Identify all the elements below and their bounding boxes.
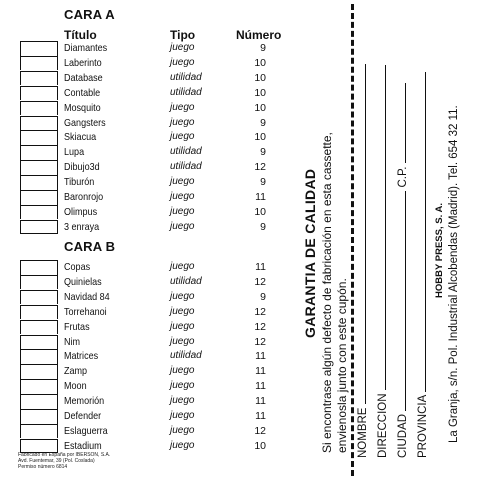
program-type: juego	[170, 395, 195, 407]
program-row	[0, 56, 300, 71]
program-type: juego	[170, 305, 195, 317]
checkbox-square[interactable]	[20, 424, 58, 439]
checkbox-square[interactable]	[20, 349, 58, 364]
program-type: juego	[170, 191, 195, 202]
program-number: 12	[254, 161, 266, 174]
program-row	[0, 379, 300, 394]
fine-print-line: Fabricado en España por IBERSON, S.A.	[18, 452, 111, 458]
fine-print-line: Avd. Fuentemar, 39 (Pol. Coslada)	[18, 458, 95, 464]
checkbox-square[interactable]	[20, 130, 58, 145]
checkbox-square[interactable]	[20, 71, 58, 86]
program-row	[0, 335, 300, 350]
program-number: 12	[254, 305, 266, 318]
program-row	[0, 86, 300, 101]
program-title: Torrehanoi	[64, 305, 107, 318]
program-row	[0, 394, 300, 409]
program-title: Skiacua	[64, 131, 97, 144]
program-title: Olimpus	[64, 205, 98, 218]
checkbox-square[interactable]	[20, 275, 58, 290]
warranty-coupon	[300, 6, 480, 478]
program-number: 10	[254, 101, 266, 114]
program-row	[0, 275, 300, 290]
program-title: Lupa	[64, 146, 85, 159]
program-number: 10	[254, 56, 266, 69]
program-type: juego	[170, 220, 195, 232]
program-number: 11	[255, 410, 266, 422]
program-type: juego	[170, 424, 195, 436]
checkbox-square[interactable]	[20, 160, 58, 175]
program-title: Defender	[64, 410, 102, 422]
program-number: 9	[260, 176, 266, 189]
address-field-label: DIRECCION	[377, 393, 389, 458]
program-title: Gangsters	[64, 116, 106, 129]
checkbox-square[interactable]	[20, 305, 58, 320]
address-field[interactable]	[376, 65, 390, 458]
program-row	[0, 205, 300, 220]
program-row	[0, 364, 300, 379]
checkbox-square[interactable]	[20, 260, 58, 275]
program-title: Database	[64, 71, 103, 84]
checkbox-square[interactable]	[20, 175, 58, 190]
program-type: utilidad	[170, 86, 202, 98]
checkbox-square[interactable]	[20, 86, 58, 101]
program-number: 11	[255, 380, 266, 393]
checkbox-square[interactable]	[20, 364, 58, 379]
program-number: 11	[255, 365, 266, 378]
program-type: juego	[170, 365, 195, 377]
coupon-instruction-line: envienosla junto con este cupón.	[335, 278, 349, 453]
address-field-line[interactable]	[376, 65, 386, 390]
program-title: Frutas	[64, 320, 90, 333]
program-row	[0, 145, 300, 160]
program-row	[0, 320, 300, 335]
program-number: 9	[260, 290, 266, 303]
program-type: juego	[170, 380, 195, 392]
program-title: Diamantes	[64, 42, 108, 54]
program-type: juego	[170, 42, 195, 53]
column-header-type: Tipo	[170, 28, 196, 42]
checkbox-square[interactable]	[20, 335, 58, 350]
program-type: juego	[170, 410, 195, 421]
company-name: HOBBY PRESS, S. A.	[434, 202, 445, 298]
program-row	[0, 130, 300, 145]
program-title: Tiburón	[64, 176, 95, 189]
checkbox-square[interactable]	[20, 116, 58, 131]
program-type: juego	[170, 290, 195, 302]
province-field[interactable]	[416, 72, 430, 458]
program-type: juego	[170, 101, 195, 113]
checkbox-square[interactable]	[20, 409, 58, 424]
program-row	[0, 116, 300, 131]
program-row	[0, 290, 300, 305]
program-row	[0, 175, 300, 190]
program-row	[0, 41, 300, 56]
program-title: Memorión	[64, 395, 105, 408]
program-number: 12	[254, 424, 266, 437]
program-title: Laberinto	[64, 56, 102, 69]
program-number: 10	[254, 86, 266, 99]
program-type: utilidad	[170, 161, 202, 173]
fine-print-line: Permiso número 6814	[18, 464, 68, 470]
program-number: 12	[254, 275, 266, 288]
checkbox-square[interactable]	[20, 290, 58, 305]
name-field[interactable]	[356, 64, 370, 458]
program-number: 9	[260, 42, 266, 54]
city-field-label: CIUDAD	[397, 413, 409, 458]
program-row	[0, 101, 300, 116]
side-a-title: CARA A	[64, 7, 115, 22]
program-title: Matrices	[64, 350, 99, 363]
program-number: 9	[260, 146, 266, 159]
program-row	[0, 260, 300, 275]
program-type: juego	[170, 131, 195, 143]
program-type: juego	[170, 320, 195, 332]
program-number: 9	[260, 116, 266, 129]
program-row	[0, 305, 300, 320]
program-title: Estadium	[64, 439, 102, 452]
program-number: 12	[254, 335, 266, 348]
side-b-title: CARA B	[64, 239, 116, 254]
program-title: Copas	[64, 261, 91, 273]
program-type: juego	[170, 335, 195, 347]
company-address: La Granja, s/n. Pol. Industrial Alcobendas (Madrid). Tel. 654 32 11.	[448, 105, 460, 443]
city-field[interactable]	[396, 83, 410, 458]
name-field-line[interactable]	[356, 64, 366, 404]
program-number: 12	[254, 320, 266, 333]
city-field-line[interactable]	[396, 191, 406, 411]
program-row	[0, 409, 300, 424]
program-row	[0, 71, 300, 86]
manufacturer-fine-print	[18, 452, 110, 470]
program-number: 10	[254, 131, 266, 144]
program-type: juego	[170, 176, 195, 188]
checkbox-square[interactable]	[20, 394, 58, 409]
program-title: Zamp	[64, 365, 88, 378]
name-field-label: NOMBRE	[357, 407, 369, 458]
province-field-line[interactable]	[416, 72, 426, 392]
column-header-number: Número	[236, 28, 282, 42]
program-title: 3 enraya	[64, 220, 100, 233]
province-field-label: PROVINCIA	[417, 395, 429, 458]
program-row	[0, 160, 300, 175]
program-title: Dibujo3d	[64, 161, 100, 174]
coupon-title: GARANTIA DE CALIDAD	[302, 168, 318, 338]
checkbox-square[interactable]	[20, 41, 58, 56]
program-title: Moon	[64, 380, 87, 393]
program-type: utilidad	[170, 350, 202, 362]
program-row	[0, 220, 300, 235]
checkbox-square[interactable]	[20, 56, 58, 71]
program-type: juego	[170, 56, 195, 68]
program-number: 11	[255, 395, 266, 408]
program-number: 9	[260, 220, 266, 233]
program-type: juego	[170, 439, 195, 451]
program-title: Mosquito	[64, 101, 101, 114]
program-row	[0, 349, 300, 364]
program-number: 10	[254, 205, 266, 218]
program-row	[0, 424, 300, 439]
program-number: 10	[254, 71, 266, 84]
checkbox-square[interactable]	[20, 320, 58, 335]
postal-code-label: C.P.	[397, 166, 409, 188]
program-title: Eslaguerra	[64, 424, 108, 437]
program-type: utilidad	[170, 146, 202, 158]
checkbox-square[interactable]	[20, 145, 58, 160]
checkbox-square[interactable]	[20, 220, 58, 235]
program-type: juego	[170, 261, 195, 272]
program-title: Quinielas	[64, 275, 102, 288]
program-type: juego	[170, 116, 195, 128]
program-title: Navidad 84	[64, 290, 110, 303]
program-number: 10	[254, 439, 266, 452]
program-title: Contable	[64, 86, 101, 99]
checkbox-square[interactable]	[20, 190, 58, 205]
program-row	[0, 190, 300, 205]
program-number: 11	[255, 191, 266, 203]
program-type: utilidad	[170, 275, 202, 287]
program-number: 11	[255, 261, 266, 273]
program-title: Nim	[64, 335, 81, 348]
program-title: Baronrojo	[64, 191, 104, 203]
program-type: juego	[170, 205, 195, 217]
coupon-instruction-line: Si encontrase algún defecto de fabricación en esta cassette,	[320, 132, 334, 453]
column-header-title: Título	[64, 28, 97, 42]
program-type: utilidad	[170, 71, 202, 83]
postal-code-line[interactable]	[396, 83, 406, 163]
program-number: 11	[255, 350, 266, 363]
checkbox-square[interactable]	[20, 379, 58, 394]
checkbox-square[interactable]	[20, 101, 58, 116]
checkbox-square[interactable]	[20, 205, 58, 220]
